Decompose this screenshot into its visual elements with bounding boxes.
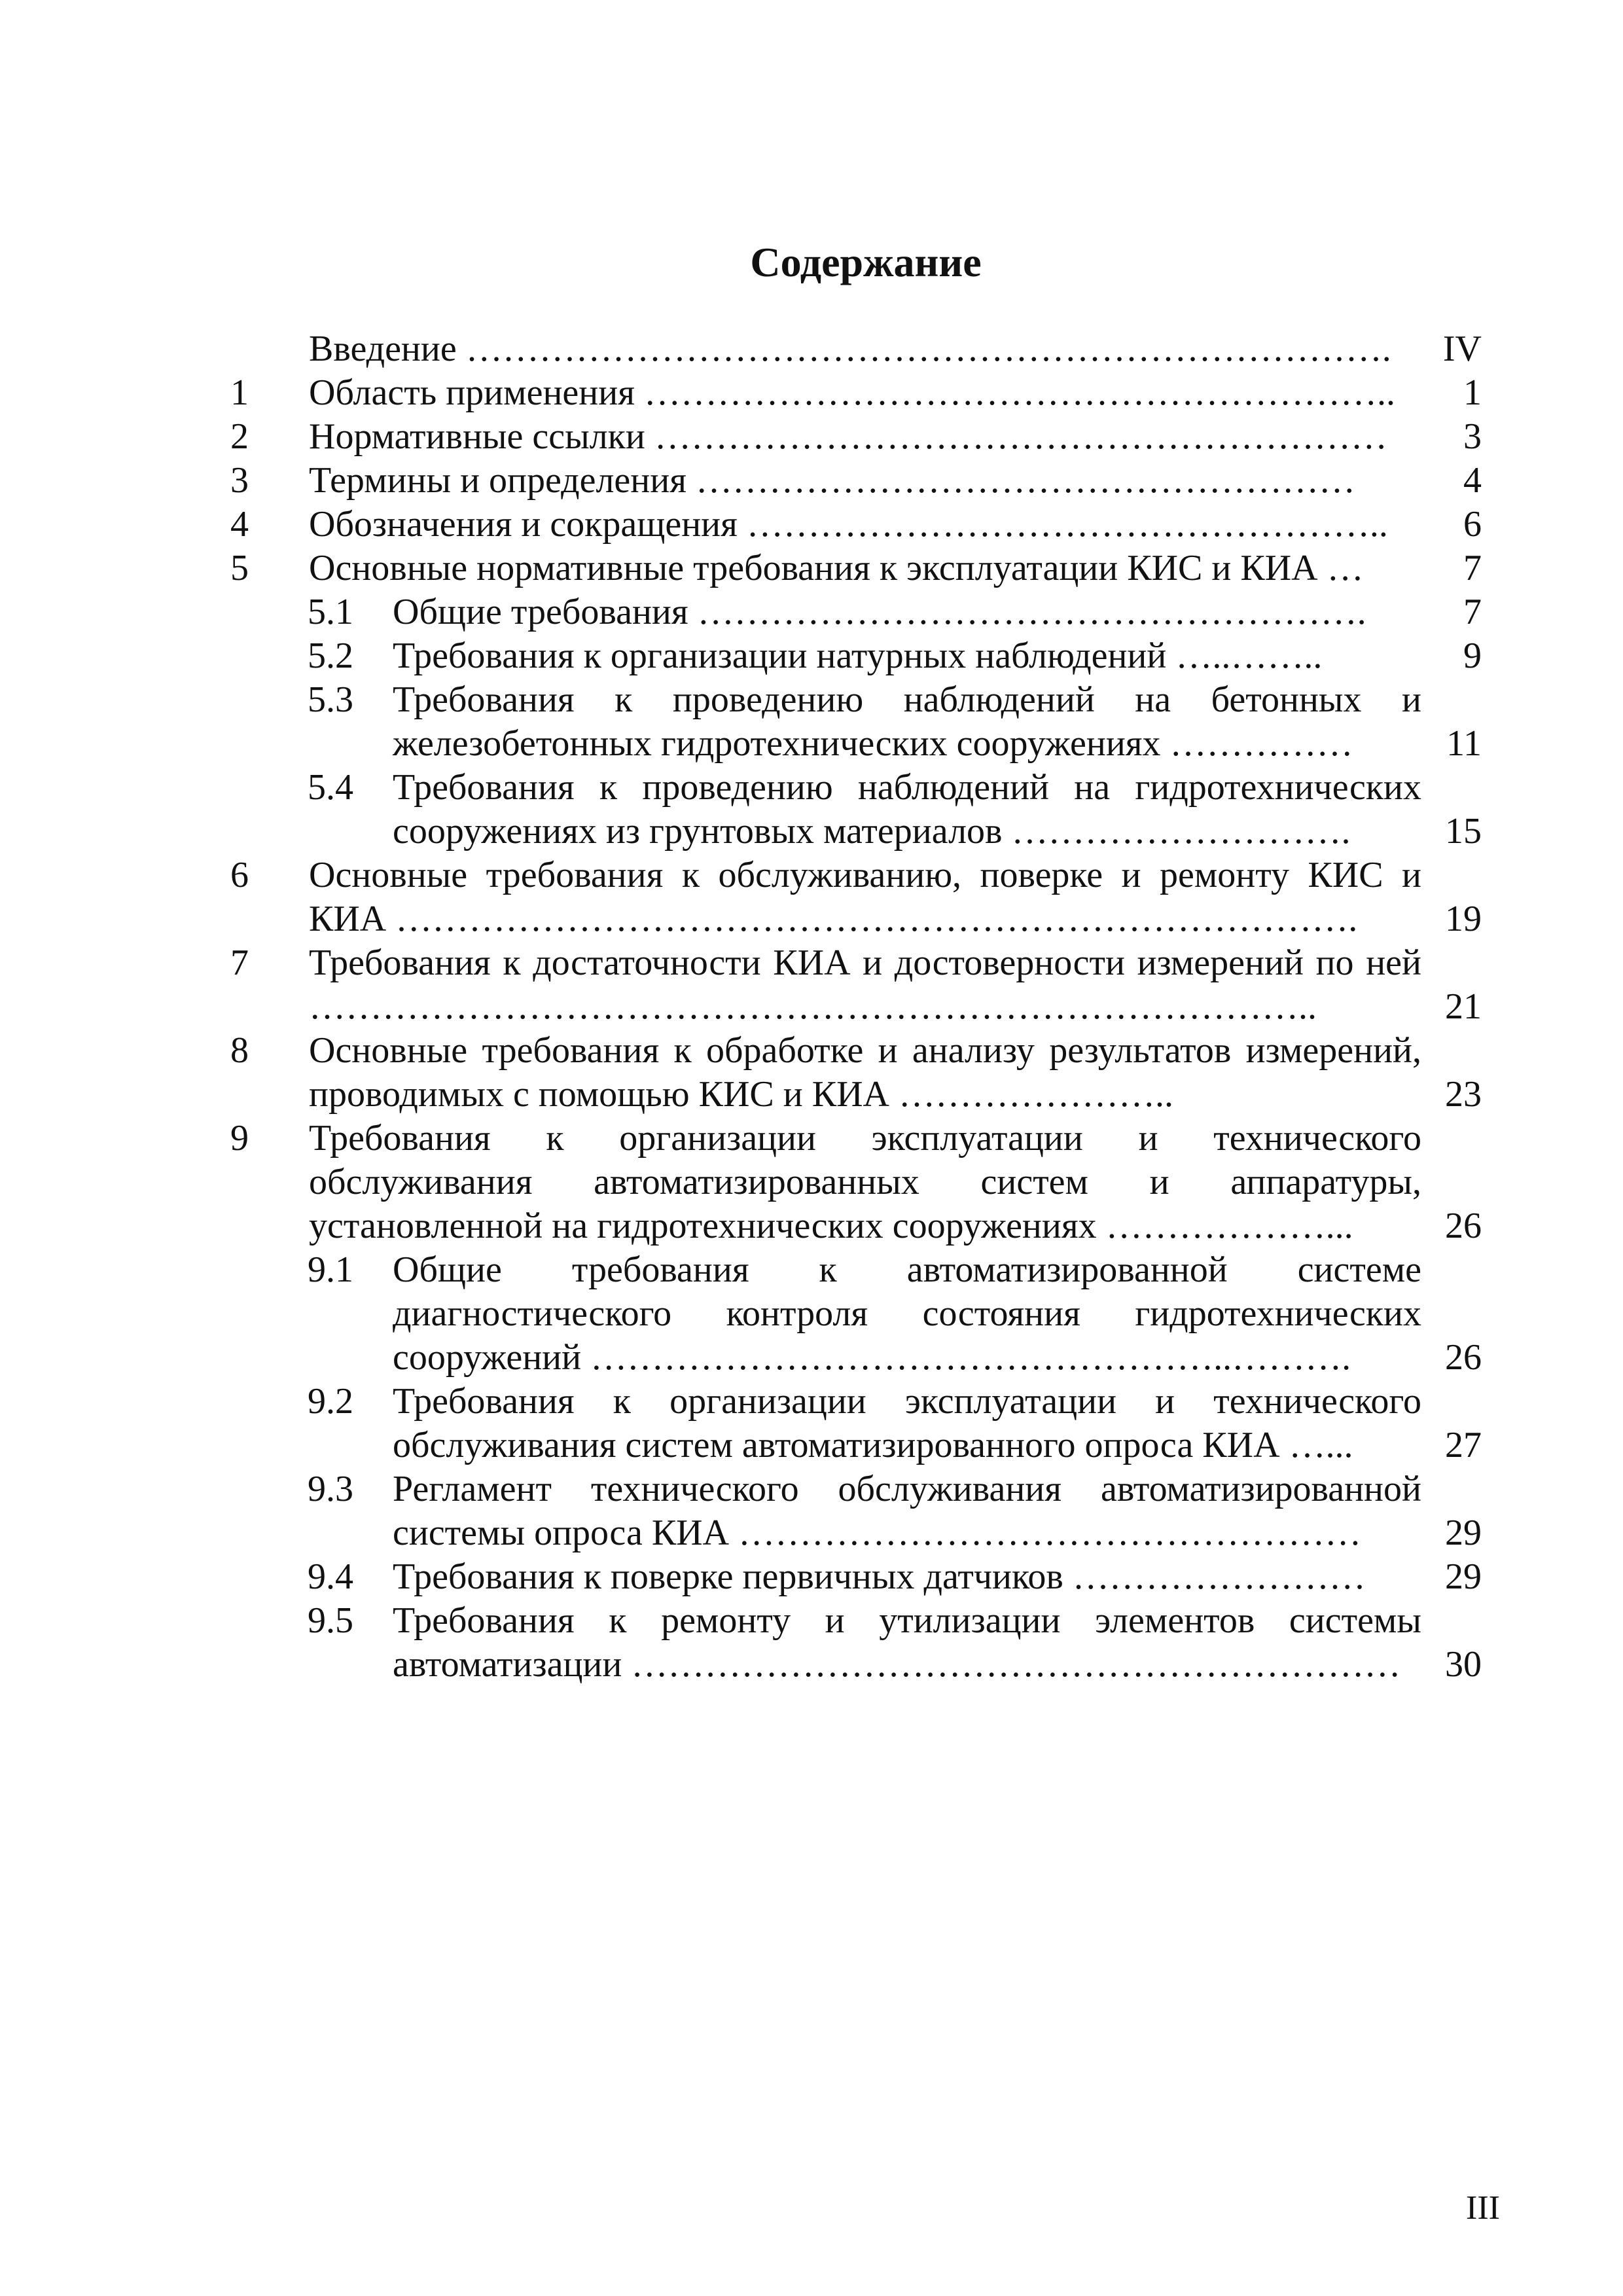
toc-entry-number: 5.1 bbox=[308, 592, 353, 632]
toc-entry-text: Требования к проведению наблюдений на бетонных и железобетонных гидротехнических сооружениях …………… bbox=[393, 679, 1421, 764]
toc-entry-text: Термины и определения ……………………………………………… bbox=[309, 460, 1355, 501]
toc-entry-text: Требования к проведению наблюдений на гидротехнических сооружениях из грунтовых материалов ………………………. bbox=[393, 767, 1421, 852]
toc-entry-5-2[interactable] bbox=[0, 634, 1623, 678]
toc-entry-number: 1 bbox=[230, 372, 249, 413]
toc-entry-9-1[interactable] bbox=[0, 1248, 1623, 1380]
toc-entry-number: 9.2 bbox=[308, 1381, 353, 1422]
table-of-contents bbox=[0, 327, 1623, 1687]
toc-entry-9-4[interactable] bbox=[0, 1555, 1623, 1599]
toc-entry-text: Требования к достаточности КИА и достоверности измерений по ней ……………………………………………………………………….. bbox=[309, 942, 1421, 1027]
toc-entry-introduction[interactable] bbox=[0, 327, 1623, 371]
toc-entry-number: 9 bbox=[230, 1118, 249, 1158]
toc-entry-text: Область применения …………………………………………………….. bbox=[309, 372, 1395, 413]
toc-entry-5[interactable] bbox=[0, 547, 1623, 590]
toc-entry-text: Требования к организации эксплуатации и технического обслуживания автоматизированных систем и аппаратуры, установленной на гидротехнических сооружениях ………………... bbox=[309, 1118, 1421, 1246]
toc-entry-page: 29 bbox=[1445, 1556, 1482, 1597]
page-title: Содержание bbox=[750, 239, 982, 285]
toc-entry-page: IV bbox=[1442, 329, 1482, 369]
toc-entry-8[interactable] bbox=[0, 1029, 1623, 1117]
toc-entry-3[interactable] bbox=[0, 459, 1623, 503]
toc-entry-page: 9 bbox=[1463, 636, 1482, 676]
toc-entry-number: 5 bbox=[230, 548, 249, 588]
toc-entry-5-4[interactable] bbox=[0, 766, 1623, 853]
toc-entry-number: 9.4 bbox=[308, 1556, 353, 1597]
toc-entry-number: 9.1 bbox=[308, 1249, 353, 1290]
toc-entry-text: Основные требования к обслуживанию, поверке и ремонту КИС и КИА ……………………………………………………………………. bbox=[309, 855, 1421, 939]
toc-entry-text: Требования к организации эксплуатации и технического обслуживания систем автоматизированного опроса КИА …... bbox=[393, 1381, 1421, 1465]
toc-entry-number: 3 bbox=[230, 460, 249, 501]
page-number: III bbox=[1466, 2189, 1500, 2227]
toc-entry-5-3[interactable] bbox=[0, 678, 1623, 766]
toc-entry-page: 21 bbox=[1445, 986, 1482, 1027]
toc-entry-text: Обозначения и сокращения …………………………………………….. bbox=[309, 504, 1388, 545]
toc-entry-9-3[interactable] bbox=[0, 1467, 1623, 1555]
toc-entry-number: 9.5 bbox=[308, 1600, 353, 1641]
toc-entry-9-5[interactable] bbox=[0, 1599, 1623, 1687]
toc-entry-page: 4 bbox=[1463, 460, 1482, 501]
toc-entry-text: Нормативные ссылки …………………………………………………… bbox=[309, 416, 1387, 457]
toc-entry-number: 5.2 bbox=[308, 636, 353, 676]
toc-entry-number: 7 bbox=[230, 942, 249, 983]
toc-entry-text: Основные нормативные требования к эксплуатации КИС и КИА … bbox=[309, 548, 1364, 588]
toc-entry-page: 26 bbox=[1445, 1337, 1482, 1378]
toc-entry-page: 15 bbox=[1445, 811, 1482, 852]
toc-entry-text: Общие требования к автоматизированной системе диагностического контроля состояния гидротехнических сооружений ……………………………………………..………. bbox=[393, 1249, 1421, 1378]
toc-entry-page: 1 bbox=[1463, 372, 1482, 413]
toc-entry-page: 19 bbox=[1445, 899, 1482, 939]
toc-entry-text: Требования к организации натурных наблюдений …..…….. bbox=[393, 636, 1323, 676]
toc-entry-text: Требования к поверке первичных датчиков …………………… bbox=[393, 1556, 1366, 1597]
toc-entry-page: 3 bbox=[1463, 416, 1482, 457]
toc-entry-2[interactable] bbox=[0, 415, 1623, 459]
toc-entry-page: 30 bbox=[1445, 1644, 1482, 1685]
toc-entry-number: 4 bbox=[230, 504, 249, 545]
toc-entry-7[interactable] bbox=[0, 941, 1623, 1029]
toc-entry-number: 9.3 bbox=[308, 1469, 353, 1509]
toc-entry-page: 7 bbox=[1463, 548, 1482, 588]
toc-entry-number: 6 bbox=[230, 855, 249, 895]
toc-entry-5-1[interactable] bbox=[0, 590, 1623, 634]
toc-entry-9-2[interactable] bbox=[0, 1380, 1623, 1467]
toc-entry-6[interactable] bbox=[0, 853, 1623, 941]
toc-entry-text: Основные требования к обработке и анализу результатов измерений, проводимых с помощью КИС и КИА ………………….. bbox=[309, 1030, 1421, 1115]
toc-entry-page: 27 bbox=[1445, 1425, 1482, 1465]
toc-entry-text: Общие требования ………………………………………………. bbox=[393, 592, 1366, 632]
toc-entry-text: Регламент технического обслуживания автоматизированной системы опроса КИА …………………………………………… bbox=[393, 1469, 1421, 1553]
toc-entry-page: 26 bbox=[1445, 1206, 1482, 1246]
toc-entry-page: 11 bbox=[1446, 723, 1482, 764]
toc-entry-number: 8 bbox=[230, 1030, 249, 1071]
toc-entry-text: Требования к ремонту и утилизации элементов системы автоматизации ……………………………………………………… bbox=[393, 1600, 1421, 1685]
toc-entry-page: 7 bbox=[1463, 592, 1482, 632]
toc-entry-number: 2 bbox=[230, 416, 249, 457]
toc-entry-number: 5.3 bbox=[308, 679, 353, 720]
toc-entry-page: 6 bbox=[1463, 504, 1482, 545]
toc-entry-number: 5.4 bbox=[308, 767, 353, 808]
toc-entry-4[interactable] bbox=[0, 503, 1623, 547]
toc-entry-9[interactable] bbox=[0, 1117, 1623, 1248]
toc-entry-page: 29 bbox=[1445, 1513, 1482, 1553]
toc-entry-1[interactable] bbox=[0, 371, 1623, 415]
toc-entry-page: 23 bbox=[1445, 1074, 1482, 1115]
toc-entry-text: Введение …………………………………………………………………. bbox=[309, 329, 1391, 369]
